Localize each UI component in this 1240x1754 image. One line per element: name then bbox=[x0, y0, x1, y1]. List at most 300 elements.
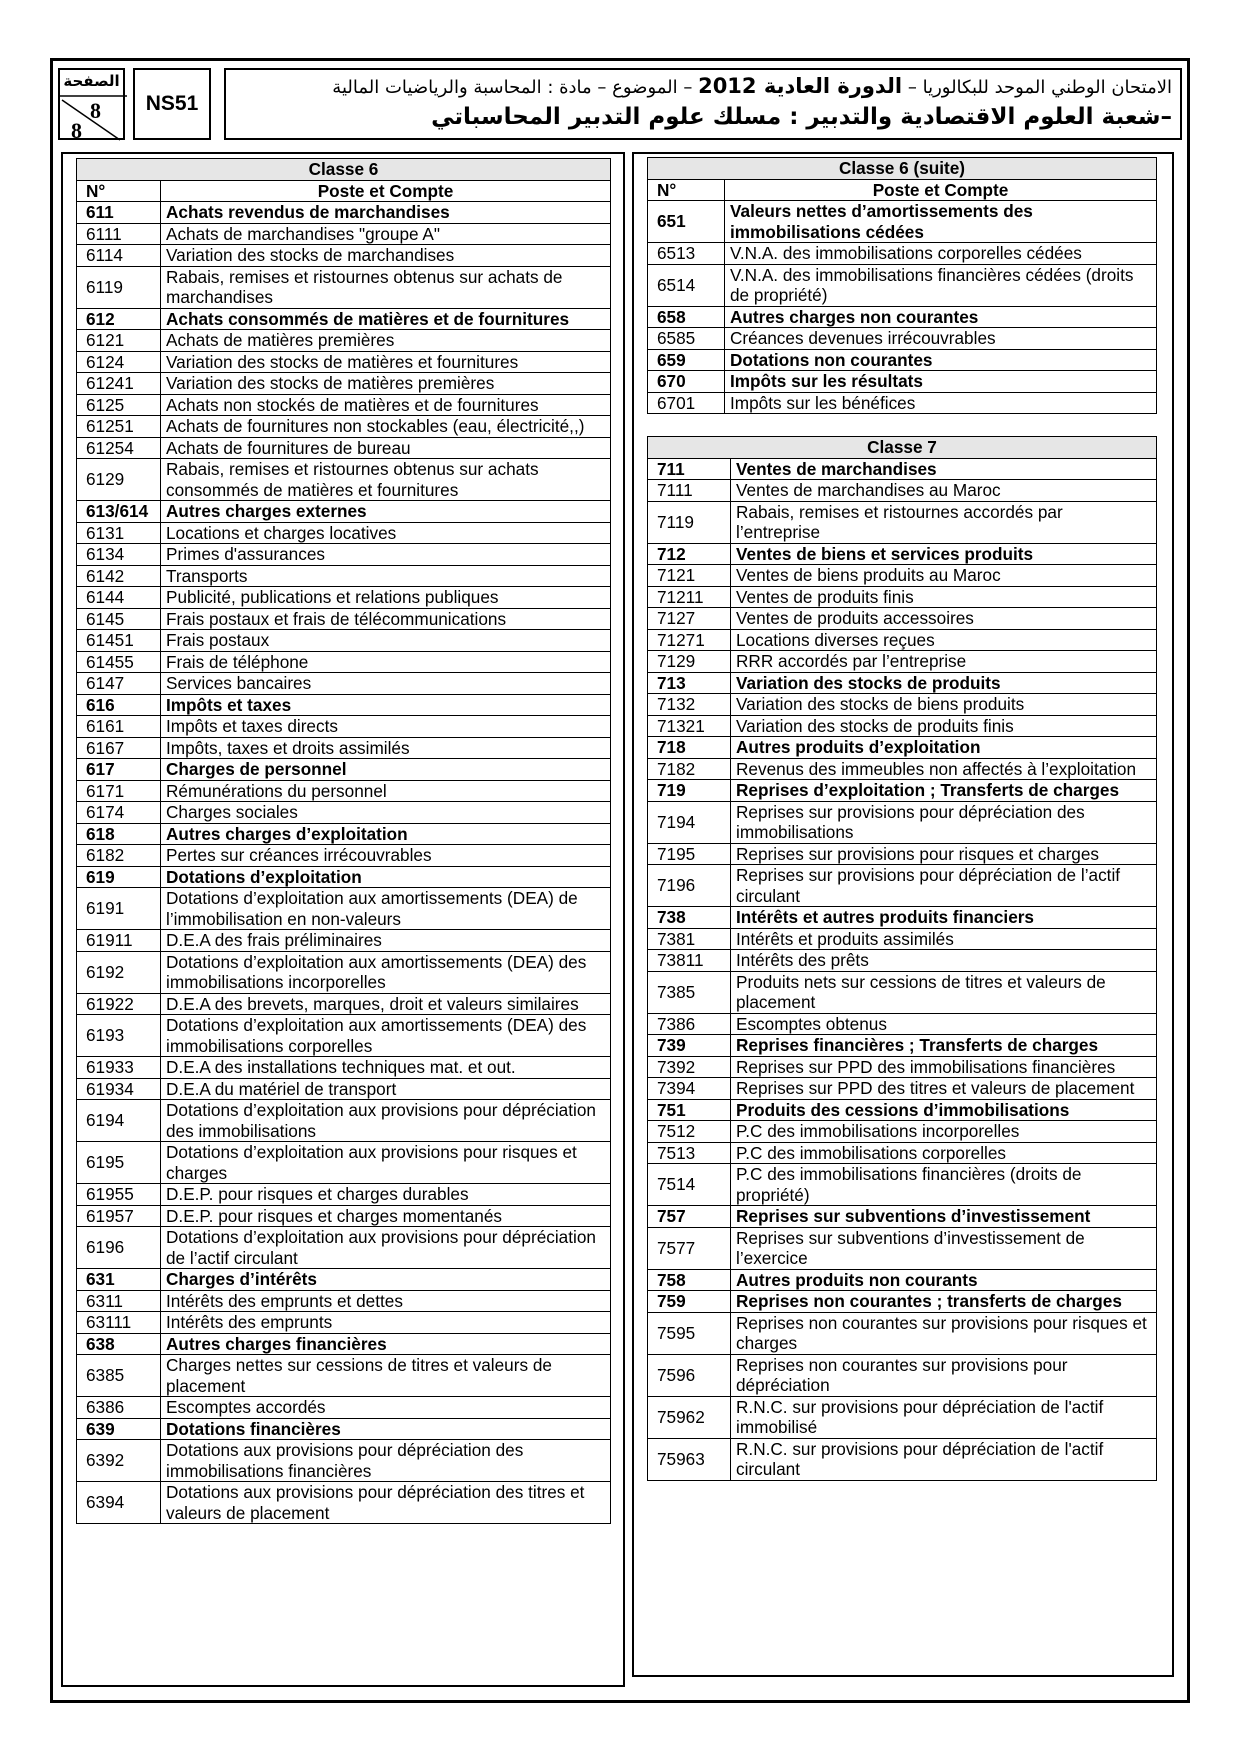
table-row bbox=[648, 1227, 1157, 1269]
table-row bbox=[648, 780, 1157, 802]
table-row bbox=[77, 202, 611, 224]
table-row bbox=[648, 349, 1157, 371]
table-row bbox=[77, 544, 611, 566]
account-number: 6174 bbox=[77, 802, 161, 824]
table-row bbox=[77, 1440, 611, 1482]
account-label: Frais postaux et frais de télécommunications bbox=[161, 608, 611, 630]
table-row bbox=[77, 416, 611, 438]
table-row bbox=[648, 328, 1157, 350]
table-row bbox=[648, 843, 1157, 865]
account-number: 6193 bbox=[77, 1015, 161, 1057]
account-label: Variation des stocks de biens produits bbox=[731, 694, 1157, 716]
account-number: 6195 bbox=[77, 1142, 161, 1184]
account-number: 6191 bbox=[77, 888, 161, 930]
table-row bbox=[648, 629, 1157, 651]
account-label: Achats revendus de marchandises bbox=[161, 202, 611, 224]
account-label: Dotations financières bbox=[161, 1418, 611, 1440]
account-label: Intérêts des prêts bbox=[731, 950, 1157, 972]
table-row bbox=[648, 907, 1157, 929]
account-label: Produits des cessions d’immobilisations bbox=[731, 1099, 1157, 1121]
account-number: 71211 bbox=[648, 586, 731, 608]
table-row bbox=[77, 459, 611, 501]
table-row bbox=[77, 1290, 611, 1312]
table-row bbox=[77, 308, 611, 330]
account-number: 7577 bbox=[648, 1227, 731, 1269]
table-row bbox=[77, 1418, 611, 1440]
table-row bbox=[77, 501, 611, 523]
account-number: 7596 bbox=[648, 1354, 731, 1396]
account-label: Valeurs nettes d’amortissements des immobilisations cédées bbox=[725, 201, 1157, 243]
account-number: 6194 bbox=[77, 1100, 161, 1142]
table-row bbox=[648, 694, 1157, 716]
account-label: Impôts sur les bénéfices bbox=[725, 392, 1157, 414]
account-label: Intérêts des emprunts et dettes bbox=[161, 1290, 611, 1312]
table-row bbox=[77, 694, 611, 716]
account-label: Dotations d’exploitation aux amortissements (DEA) des immobilisations incorporelles bbox=[161, 951, 611, 993]
account-label: D.E.A des frais préliminaires bbox=[161, 930, 611, 952]
account-label: Reprises non courantes sur provisions pour risques et charges bbox=[731, 1312, 1157, 1354]
account-number: 751 bbox=[648, 1099, 731, 1121]
account-label: Achats de marchandises "groupe A" bbox=[161, 223, 611, 245]
column-header-number: N° bbox=[648, 179, 725, 201]
account-label: Frais de téléphone bbox=[161, 651, 611, 673]
account-number: 738 bbox=[648, 907, 731, 929]
table-row bbox=[648, 371, 1157, 393]
account-label: P.C des immobilisations incorporelles bbox=[731, 1121, 1157, 1143]
account-number: 6134 bbox=[77, 544, 161, 566]
table-row bbox=[648, 264, 1157, 306]
table-row bbox=[648, 672, 1157, 694]
account-label: Ventes de produits accessoires bbox=[731, 608, 1157, 630]
account-label: Achats consommés de matières et de fournitures bbox=[161, 308, 611, 330]
exam-title-line2: –شعبة العلوم الاقتصادية والتدبير : مسلك علوم التدبير المحاسباتي bbox=[431, 104, 1172, 130]
account-number: 619 bbox=[77, 866, 161, 888]
account-label: Revenus des immeubles non affectés à l’exploitation bbox=[731, 758, 1157, 780]
account-number: 71321 bbox=[648, 715, 731, 737]
account-label: Reprises sur subventions d’investissement bbox=[731, 1206, 1157, 1228]
account-number: 617 bbox=[77, 759, 161, 781]
account-number: 713 bbox=[648, 672, 731, 694]
table-row bbox=[77, 1142, 611, 1184]
account-label: P.C des immobilisations financières (droits de propriété) bbox=[731, 1164, 1157, 1206]
table-row bbox=[77, 608, 611, 630]
table-row bbox=[648, 928, 1157, 950]
table-row bbox=[77, 394, 611, 416]
account-number: 6121 bbox=[77, 330, 161, 352]
table-row bbox=[77, 651, 611, 673]
account-label: Dotations d’exploitation aux amortissements (DEA) des immobilisations corporelles bbox=[161, 1015, 611, 1057]
account-number: 7127 bbox=[648, 608, 731, 630]
account-label: RRR accordés par l’entreprise bbox=[731, 651, 1157, 673]
table-row bbox=[648, 1164, 1157, 1206]
table-row bbox=[77, 1078, 611, 1100]
account-label: Escomptes obtenus bbox=[731, 1013, 1157, 1035]
account-label: Dotations d’exploitation aux provisions pour dépréciation de l’actif circulant bbox=[161, 1227, 611, 1269]
account-number: 6147 bbox=[77, 673, 161, 695]
table-row bbox=[77, 1355, 611, 1397]
account-label: D.E.A du matériel de transport bbox=[161, 1078, 611, 1100]
table-row bbox=[648, 543, 1157, 565]
account-label: Dotations aux provisions pour dépréciation des immobilisations financières bbox=[161, 1440, 611, 1482]
account-number: 63111 bbox=[77, 1312, 161, 1334]
page-label: الصفحة bbox=[63, 72, 120, 90]
account-label: Rabais, remises et ristournes obtenus sur achats de marchandises bbox=[161, 266, 611, 308]
table-row bbox=[77, 565, 611, 587]
table-row bbox=[77, 1100, 611, 1142]
account-label: Reprises non courantes ; transferts de charges bbox=[731, 1291, 1157, 1313]
account-label: Impôts, taxes et droits assimilés bbox=[161, 737, 611, 759]
account-label: Reprises d’exploitation ; Transferts de charges bbox=[731, 780, 1157, 802]
account-number: 6145 bbox=[77, 608, 161, 630]
account-label: Publicité, publications et relations publiques bbox=[161, 587, 611, 609]
account-number: 6386 bbox=[77, 1397, 161, 1419]
account-number: 7195 bbox=[648, 843, 731, 865]
table-row bbox=[648, 971, 1157, 1013]
account-label: Locations diverses reçues bbox=[731, 629, 1157, 651]
account-label: Autres charges non courantes bbox=[725, 306, 1157, 328]
exam-title-part-c: – الموضوع – مادة : المحاسبة والرياضيات المالية bbox=[332, 77, 699, 98]
account-label: Dotations d’exploitation aux amortissements (DEA) de l’immobilisation en non-valeurs bbox=[161, 888, 611, 930]
account-number: 61455 bbox=[77, 651, 161, 673]
table-row bbox=[648, 458, 1157, 480]
account-number: 757 bbox=[648, 1206, 731, 1228]
account-label: Variation des stocks de produits bbox=[731, 672, 1157, 694]
account-number: 6385 bbox=[77, 1355, 161, 1397]
account-number: 73811 bbox=[648, 950, 731, 972]
classe6-table bbox=[76, 158, 611, 1524]
table-row bbox=[648, 1396, 1157, 1438]
page-number-box bbox=[58, 68, 125, 143]
account-label: Impôts et taxes bbox=[161, 694, 611, 716]
table-row bbox=[648, 865, 1157, 907]
table-row bbox=[77, 266, 611, 308]
account-number: 61933 bbox=[77, 1057, 161, 1079]
account-label: Achats de fournitures non stockables (eau, électricité,,) bbox=[161, 416, 611, 438]
account-label: Impôts et taxes directs bbox=[161, 716, 611, 738]
account-label: Rabais, remises et ristournes accordés par l’entreprise bbox=[731, 501, 1157, 543]
table-row bbox=[648, 1291, 1157, 1313]
account-label: Services bancaires bbox=[161, 673, 611, 695]
account-number: 618 bbox=[77, 823, 161, 845]
account-label: Intérêts et autres produits financiers bbox=[731, 907, 1157, 929]
account-label: Charges d’intérêts bbox=[161, 1269, 611, 1291]
account-label: Reprises sur provisions pour dépréciation de l’actif circulant bbox=[731, 865, 1157, 907]
account-number: 6167 bbox=[77, 737, 161, 759]
exam-title-line1 bbox=[332, 74, 1172, 98]
table-row bbox=[648, 801, 1157, 843]
account-number: 6171 bbox=[77, 780, 161, 802]
table-row bbox=[648, 565, 1157, 587]
table-row bbox=[77, 1312, 611, 1334]
account-number: 61957 bbox=[77, 1205, 161, 1227]
account-number: 6111 bbox=[77, 223, 161, 245]
account-number: 638 bbox=[77, 1333, 161, 1355]
table-row bbox=[77, 1205, 611, 1227]
account-number: 61934 bbox=[77, 1078, 161, 1100]
account-label: Variation des stocks de matières et fournitures bbox=[161, 351, 611, 373]
table-row bbox=[648, 306, 1157, 328]
table-row bbox=[77, 716, 611, 738]
account-number: 6514 bbox=[648, 264, 725, 306]
account-label: P.C des immobilisations corporelles bbox=[731, 1142, 1157, 1164]
account-label: Reprises sur PPD des titres et valeurs de placement bbox=[731, 1078, 1157, 1100]
table-row bbox=[77, 845, 611, 867]
account-number: 6701 bbox=[648, 392, 725, 414]
exam-title-part-a: الامتحان الوطني الموحد للبكالوريا – bbox=[902, 77, 1172, 98]
table-row bbox=[77, 437, 611, 459]
table-row bbox=[648, 758, 1157, 780]
account-label: Reprises sur provisions pour risques et charges bbox=[731, 843, 1157, 865]
account-label: D.E.P. pour risques et charges durables bbox=[161, 1184, 611, 1206]
account-label: Dotations d’exploitation bbox=[161, 866, 611, 888]
table-row bbox=[77, 823, 611, 845]
account-number: 759 bbox=[648, 1291, 731, 1313]
table-row bbox=[648, 201, 1157, 243]
table-title: Classe 6 bbox=[77, 159, 611, 181]
account-number: 7119 bbox=[648, 501, 731, 543]
page-number: 8 bbox=[90, 98, 101, 123]
account-label: Créances devenues irrécouvrables bbox=[725, 328, 1157, 350]
account-label: Impôts sur les résultats bbox=[725, 371, 1157, 393]
table-row bbox=[77, 1057, 611, 1079]
account-number: 7392 bbox=[648, 1056, 731, 1078]
table-row bbox=[77, 587, 611, 609]
account-label: Ventes de marchandises bbox=[731, 458, 1157, 480]
account-label: D.E.A des installations techniques mat. et out. bbox=[161, 1057, 611, 1079]
account-label: Frais postaux bbox=[161, 630, 611, 652]
account-label: D.E.P. pour risques et charges momentanés bbox=[161, 1205, 611, 1227]
account-number: 639 bbox=[77, 1418, 161, 1440]
account-number: 7381 bbox=[648, 928, 731, 950]
account-label: Reprises sur provisions pour dépréciation des immobilisations bbox=[731, 801, 1157, 843]
account-number: 6142 bbox=[77, 565, 161, 587]
account-number: 7194 bbox=[648, 801, 731, 843]
table-row bbox=[77, 673, 611, 695]
table-row bbox=[648, 1206, 1157, 1228]
table-row bbox=[648, 1056, 1157, 1078]
account-number: 718 bbox=[648, 737, 731, 759]
account-number: 7595 bbox=[648, 1312, 731, 1354]
table-title: Classe 6 (suite) bbox=[648, 158, 1157, 180]
account-label: Charges nettes sur cessions de titres et valeurs de placement bbox=[161, 1355, 611, 1397]
account-label: Dotations d’exploitation aux provisions pour dépréciation des immobilisations bbox=[161, 1100, 611, 1142]
account-label: Dotations aux provisions pour dépréciation des titres et valeurs de placement bbox=[161, 1482, 611, 1524]
account-label: Charges de personnel bbox=[161, 759, 611, 781]
account-label: Autres produits non courants bbox=[731, 1269, 1157, 1291]
account-label: Intérêts et produits assimilés bbox=[731, 928, 1157, 950]
account-label: R.N.C. sur provisions pour dépréciation de l'actif immobilisé bbox=[731, 1396, 1157, 1438]
account-label: Locations et charges locatives bbox=[161, 522, 611, 544]
account-label: Ventes de biens et services produits bbox=[731, 543, 1157, 565]
classe6-suite-table bbox=[647, 157, 1157, 414]
table-row bbox=[648, 1121, 1157, 1143]
column-header-label: Poste et Compte bbox=[725, 179, 1157, 201]
table-row bbox=[648, 586, 1157, 608]
account-number: 71271 bbox=[648, 629, 731, 651]
account-label: Autres charges d’exploitation bbox=[161, 823, 611, 845]
account-label: Rabais, remises et ristournes obtenus sur achats consommés de matières et fournitures bbox=[161, 459, 611, 501]
account-number: 61955 bbox=[77, 1184, 161, 1206]
table-row bbox=[77, 1482, 611, 1524]
table-row bbox=[77, 1333, 611, 1355]
table-row bbox=[648, 480, 1157, 502]
account-number: 613/614 bbox=[77, 501, 161, 523]
account-number: 61254 bbox=[77, 437, 161, 459]
table-row bbox=[648, 1142, 1157, 1164]
account-label: Escomptes accordés bbox=[161, 1397, 611, 1419]
account-number: 719 bbox=[648, 780, 731, 802]
table-row bbox=[77, 630, 611, 652]
account-label: Produits nets sur cessions de titres et valeurs de placement bbox=[731, 971, 1157, 1013]
account-label: R.N.C. sur provisions pour dépréciation de l'actif circulant bbox=[731, 1438, 1157, 1480]
table-row bbox=[648, 651, 1157, 673]
table-title: Classe 7 bbox=[648, 437, 1157, 459]
account-label: V.N.A. des immobilisations corporelles cédées bbox=[725, 243, 1157, 265]
account-label: Reprises non courantes sur provisions pour dépréciation bbox=[731, 1354, 1157, 1396]
account-number: 612 bbox=[77, 308, 161, 330]
account-number: 7394 bbox=[648, 1078, 731, 1100]
table-row bbox=[648, 737, 1157, 759]
account-number: 6392 bbox=[77, 1440, 161, 1482]
account-number: 6129 bbox=[77, 459, 161, 501]
account-number: 651 bbox=[648, 201, 725, 243]
table-row bbox=[648, 501, 1157, 543]
account-number: 61911 bbox=[77, 930, 161, 952]
account-label: Intérêts des emprunts bbox=[161, 1312, 611, 1334]
table-row bbox=[77, 802, 611, 824]
account-label: V.N.A. des immobilisations financières cédées (droits de propriété) bbox=[725, 264, 1157, 306]
table-row bbox=[648, 1099, 1157, 1121]
table-row bbox=[77, 351, 611, 373]
account-number: 658 bbox=[648, 306, 725, 328]
account-number: 75962 bbox=[648, 1396, 731, 1438]
column-header-number: N° bbox=[77, 180, 161, 202]
account-number: 6513 bbox=[648, 243, 725, 265]
classe7-table bbox=[647, 436, 1157, 1481]
table-row bbox=[77, 759, 611, 781]
table-row bbox=[77, 330, 611, 352]
table-row bbox=[648, 715, 1157, 737]
account-number: 6585 bbox=[648, 328, 725, 350]
account-label: Reprises sur PPD des immobilisations financières bbox=[731, 1056, 1157, 1078]
account-label: Variation des stocks de produits finis bbox=[731, 715, 1157, 737]
table-row bbox=[648, 392, 1157, 414]
table-row bbox=[77, 951, 611, 993]
column-header-label: Poste et Compte bbox=[161, 180, 611, 202]
table-row bbox=[77, 223, 611, 245]
table-row bbox=[77, 888, 611, 930]
exam-session: الدورة العادية 2012 bbox=[698, 74, 903, 98]
table-row bbox=[77, 780, 611, 802]
table-row bbox=[648, 1438, 1157, 1480]
account-label: Reprises sur subventions d’investissement de l’exercice bbox=[731, 1227, 1157, 1269]
account-number: 6119 bbox=[77, 266, 161, 308]
account-label: Achats de matières premières bbox=[161, 330, 611, 352]
account-number: 7512 bbox=[648, 1121, 731, 1143]
table-row bbox=[77, 737, 611, 759]
account-number: 6394 bbox=[77, 1482, 161, 1524]
account-label: Achats non stockés de matières et de fournitures bbox=[161, 394, 611, 416]
account-number: 616 bbox=[77, 694, 161, 716]
account-number: 7386 bbox=[648, 1013, 731, 1035]
account-number: 631 bbox=[77, 1269, 161, 1291]
table-row bbox=[77, 522, 611, 544]
account-number: 7132 bbox=[648, 694, 731, 716]
account-label: Variation des stocks de marchandises bbox=[161, 245, 611, 267]
account-label: Dotations d’exploitation aux provisions pour risques et charges bbox=[161, 1142, 611, 1184]
account-number: 61241 bbox=[77, 373, 161, 395]
exam-title-box bbox=[224, 68, 1182, 140]
account-number: 711 bbox=[648, 458, 731, 480]
table-row bbox=[77, 1184, 611, 1206]
account-number: 6161 bbox=[77, 716, 161, 738]
table-row bbox=[648, 1078, 1157, 1100]
account-number: 7182 bbox=[648, 758, 731, 780]
account-label: Rémunérations du personnel bbox=[161, 780, 611, 802]
account-number: 6131 bbox=[77, 522, 161, 544]
account-label: Autres charges externes bbox=[161, 501, 611, 523]
table-row bbox=[77, 1397, 611, 1419]
account-number: 6192 bbox=[77, 951, 161, 993]
account-number: 75963 bbox=[648, 1438, 731, 1480]
table-row bbox=[77, 373, 611, 395]
account-number: 6144 bbox=[77, 587, 161, 609]
account-label: Primes d'assurances bbox=[161, 544, 611, 566]
table-row bbox=[77, 1015, 611, 1057]
table-row bbox=[648, 243, 1157, 265]
account-label: Reprises financières ; Transferts de charges bbox=[731, 1035, 1157, 1057]
account-number: 739 bbox=[648, 1035, 731, 1057]
account-label: Autres produits d’exploitation bbox=[731, 737, 1157, 759]
account-label: Achats de fournitures de bureau bbox=[161, 437, 611, 459]
account-number: 659 bbox=[648, 349, 725, 371]
table-row bbox=[648, 1354, 1157, 1396]
table-row bbox=[77, 1227, 611, 1269]
account-number: 7121 bbox=[648, 565, 731, 587]
account-number: 61922 bbox=[77, 993, 161, 1015]
account-number: 6114 bbox=[77, 245, 161, 267]
account-number: 611 bbox=[77, 202, 161, 224]
account-number: 7385 bbox=[648, 971, 731, 1013]
table-row bbox=[77, 1269, 611, 1291]
account-label: D.E.A des brevets, marques, droit et valeurs similaires bbox=[161, 993, 611, 1015]
table-row bbox=[648, 1013, 1157, 1035]
account-label: Dotations non courantes bbox=[725, 349, 1157, 371]
exam-code: NS51 bbox=[133, 68, 211, 140]
account-number: 6311 bbox=[77, 1290, 161, 1312]
account-number: 6182 bbox=[77, 845, 161, 867]
table-row bbox=[648, 950, 1157, 972]
account-label: Ventes de produits finis bbox=[731, 586, 1157, 608]
account-number: 61451 bbox=[77, 630, 161, 652]
account-label: Variation des stocks de matières premières bbox=[161, 373, 611, 395]
account-label: Autres charges financières bbox=[161, 1333, 611, 1355]
account-number: 6196 bbox=[77, 1227, 161, 1269]
table-row bbox=[77, 245, 611, 267]
table-row bbox=[648, 1035, 1157, 1057]
account-label: Ventes de marchandises au Maroc bbox=[731, 480, 1157, 502]
account-number: 7196 bbox=[648, 865, 731, 907]
table-row bbox=[77, 930, 611, 952]
table-row bbox=[648, 1312, 1157, 1354]
account-number: 6124 bbox=[77, 351, 161, 373]
account-number: 61251 bbox=[77, 416, 161, 438]
account-number: 7513 bbox=[648, 1142, 731, 1164]
account-label: Ventes de biens produits au Maroc bbox=[731, 565, 1157, 587]
account-number: 7111 bbox=[648, 480, 731, 502]
page-total: 8 bbox=[71, 118, 82, 143]
account-number: 758 bbox=[648, 1269, 731, 1291]
